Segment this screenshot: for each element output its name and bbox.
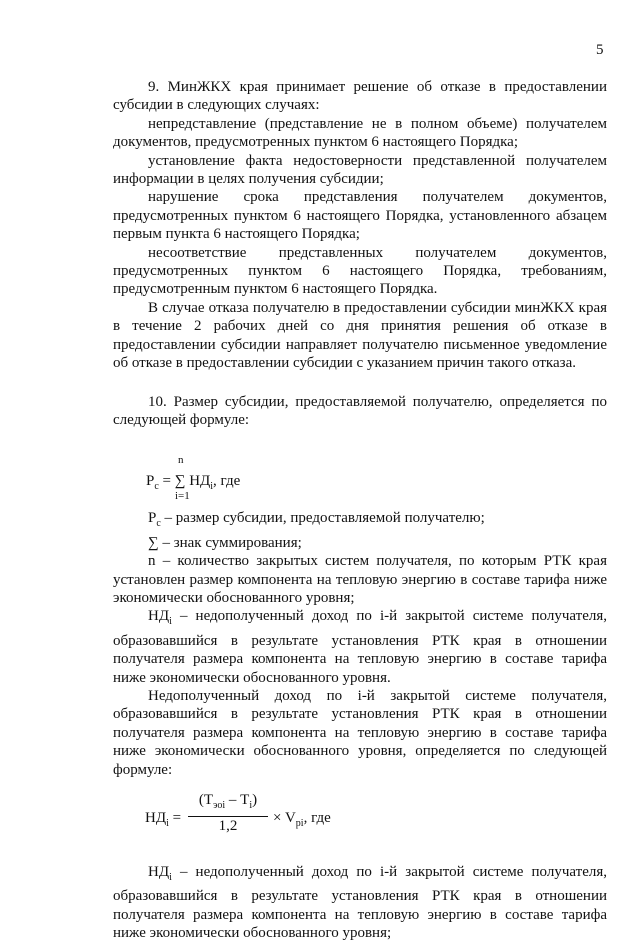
case-1: непредставление (представление не в полном объеме) получателем документов, предусмотренных пунктом 6 настоящего Порядка;	[113, 115, 607, 151]
definition-n: n – количество закрытых систем получателя, по которым РТК края установлен размер компонента на тепловую энергию в составе тарифа ниже экономически обоснованного уровня;	[113, 553, 607, 606]
fraction-numerator: $(Т_{эоi} - Т_i)$	[188, 791, 268, 817]
lost-income-formula	[113, 779, 607, 849]
section9-intro: 9. МинЖКХ края принимает решение об отказе в предоставлении субсидии в следующих случаях:	[113, 79, 607, 114]
case-3: нарушение срока представления получателем документов, предусмотренных пунктом 6 настоящего Порядка, установленного абзацем первым пункта 6 настоящего Порядка;	[113, 189, 607, 243]
formula-lhs: $НД_i$ =	[145, 810, 182, 829]
final-definition: $НД_i$ – недополученный доход по i-й закрытой системе получателя, образовавшийся в результате установления РТК края в отношении получателя размера компонента на тепловую энергию в составе тарифа ниже экономически обоснованного уровня;	[113, 864, 607, 942]
definition-ndi: $НД_i$ – недополученный доход по i-й закрытой системе получателя, образовавшийся в результате установления РТК края в отношении получателя размера компонента на тепловую энергию в составе тарифа ниже экономически обоснованного уровня.	[113, 608, 607, 686]
section10-intro: 10. Размер субсидии, предоставляемой получателю, определяется по следующей формуле:	[113, 393, 607, 428]
definition-pc: $Р_с$ – размер субсидии, предоставляемой получателю;	[148, 510, 485, 530]
formula-line: $Р_с$ = ∑ $НД_i$, где	[146, 473, 241, 493]
fraction-denominator: 1,2	[218, 818, 238, 835]
document-body	[113, 78, 607, 943]
fraction	[188, 791, 268, 836]
case-4: несоответствие представленных получателем документов, предусмотренных пунктом 6 настоящего Порядка, требованиям, предусмотренным пунктом 6 настоящего Порядка.	[113, 244, 607, 298]
formula-rhs: × $V_{pi}$, где	[273, 810, 331, 829]
refusal-paragraph: В случае отказа получателю в предоставлении субсидии минЖКХ края в течение 2 рабочих дней со дня принятия решения об отказе в предоставлении субсидии направляет получателю письменное уведомление об отказе в предоставлении субсидии с указанием причин такого отказа.	[113, 299, 607, 372]
sum-lower-limit: i=1	[175, 490, 190, 503]
page-number: 5	[596, 42, 604, 58]
sum-upper-limit: n	[178, 454, 184, 467]
lost-income-intro: Недополученный доход по i-й закрытой системе получателя, образовавшийся в результате установления РТК края в отношении получателя размера компонента на тепловую энергию в составе тарифа ниже экономически обоснованного уровня, определяется по следующей формуле:	[113, 687, 607, 778]
subsidy-formula	[113, 429, 607, 509]
case-2: установление факта недостоверности представленной получателем информации в целях получения субсидии;	[113, 152, 607, 188]
definition-sum: ∑ – знак суммирования;	[148, 534, 302, 551]
